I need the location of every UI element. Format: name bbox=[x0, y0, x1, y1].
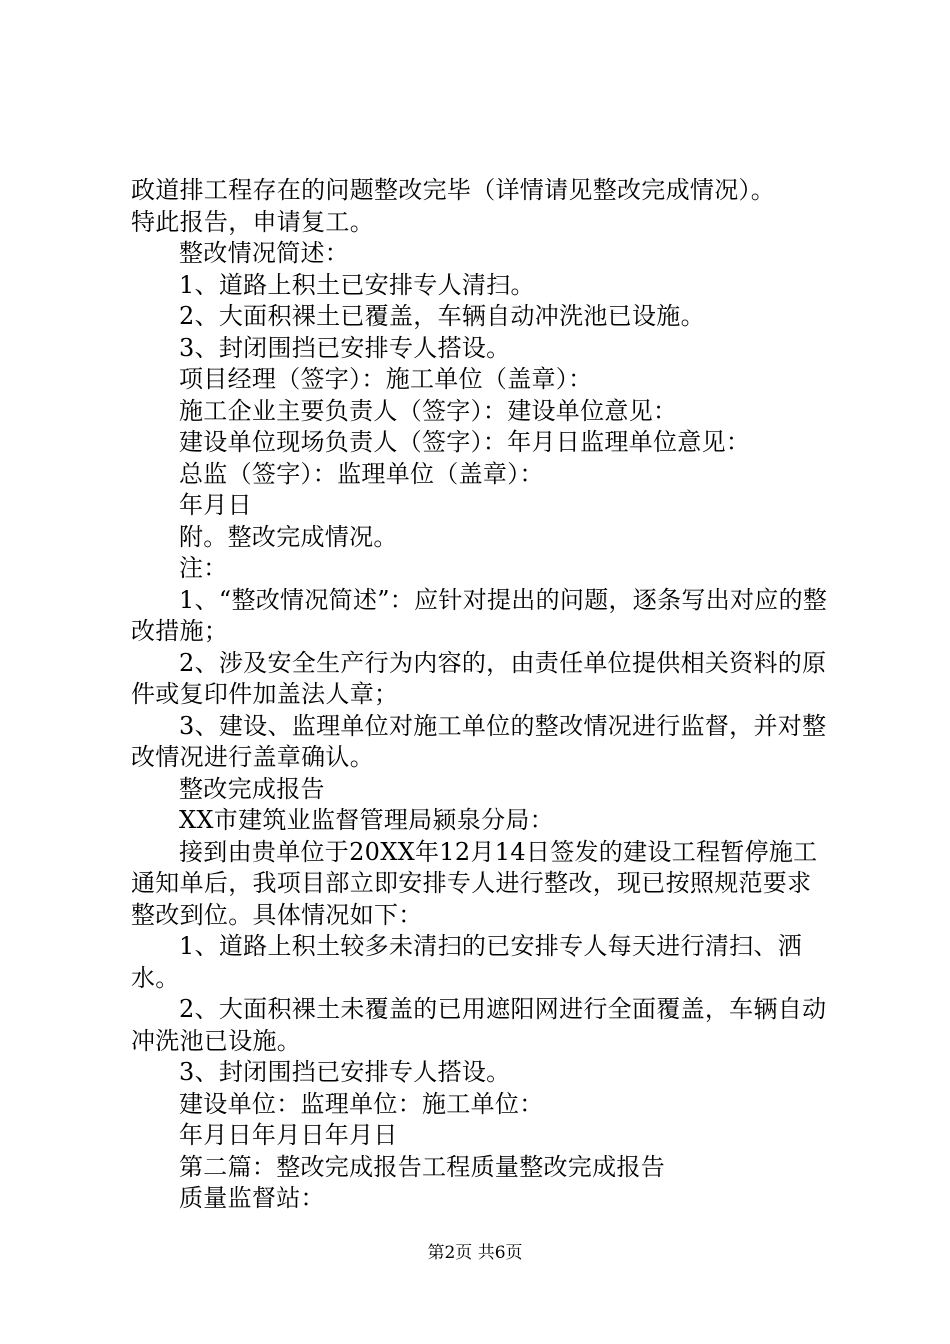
paragraph: 1、道路上积土已安排专人清扫。 bbox=[179, 270, 535, 299]
paragraph: 年月日年月日年月日 bbox=[179, 1121, 398, 1149]
paragraph: 整改情况简述： bbox=[179, 239, 350, 267]
paragraph: 2、大面积裸土已覆盖，车辆自动冲洗池已设施。 bbox=[179, 302, 705, 330]
paragraph: 特此报告，申请复工。 bbox=[131, 207, 374, 236]
paragraph: 质量监督站： bbox=[179, 1184, 325, 1212]
paragraph: 项目经理（签字）：施工单位（盖章）： bbox=[179, 365, 593, 393]
paragraph: XX市建筑业监督管理局颍泉分局： bbox=[179, 806, 554, 834]
page-footer bbox=[0, 1242, 950, 1264]
paragraph: 1、道路上积土较多未清扫的已安排专人每天进行清扫、洒水。 bbox=[131, 932, 803, 992]
paragraph: 2、大面积裸土未覆盖的已用遮阳网进行全面覆盖，车辆自动冲洗池已设施。 bbox=[131, 995, 827, 1055]
document-body bbox=[131, 175, 831, 1215]
paragraph: 政道排工程存在的问题整改完毕（详情请见整改完成情况）。 bbox=[131, 176, 776, 204]
paragraph: 建设单位：监理单位：施工单位： bbox=[179, 1089, 544, 1118]
paragraph: 整改完成报告 bbox=[179, 774, 325, 803]
paragraph: 第二篇：整改完成报告工程质量整改完成报告 bbox=[179, 1152, 665, 1181]
paragraph: 1、“整改情况简述”：应针对提出的问题，逐条写出对应的整改措施； bbox=[131, 585, 828, 645]
paragraph: 3、封闭围挡已安排专人搭设。 bbox=[179, 333, 511, 362]
paragraph: 建设单位现场负责人（签字）：年月日监理单位意见： bbox=[179, 428, 751, 456]
paragraph: 施工企业主要负责人（签字）：建设单位意见： bbox=[179, 396, 678, 425]
paragraph: 年月日 bbox=[179, 491, 252, 519]
paragraph: 附。整改完成情况。 bbox=[179, 522, 398, 551]
paragraph: 注： bbox=[179, 554, 228, 582]
paragraph: 3、建设、监理单位对施工单位的整改情况进行监督，并对整改情况进行盖章确认。 bbox=[131, 711, 827, 771]
paragraph: 3、封闭围挡已安排专人搭设。 bbox=[179, 1058, 511, 1086]
paragraph: 2、涉及安全生产行为内容的，由责任单位提供相关资料的原件或复印件加盖法人章； bbox=[131, 648, 827, 708]
paragraph: 总监（签字）：监理单位（盖章）： bbox=[179, 459, 544, 488]
paragraph: 接到由贵单位于20XX年12月14日签发的建设工程暂停施工通知单后，我项目部立即安排专人进行整改，现已按照规范要求整改到位。具体情况如下： bbox=[131, 837, 818, 929]
page-number: 第2页 共6页 bbox=[427, 1243, 523, 1263]
